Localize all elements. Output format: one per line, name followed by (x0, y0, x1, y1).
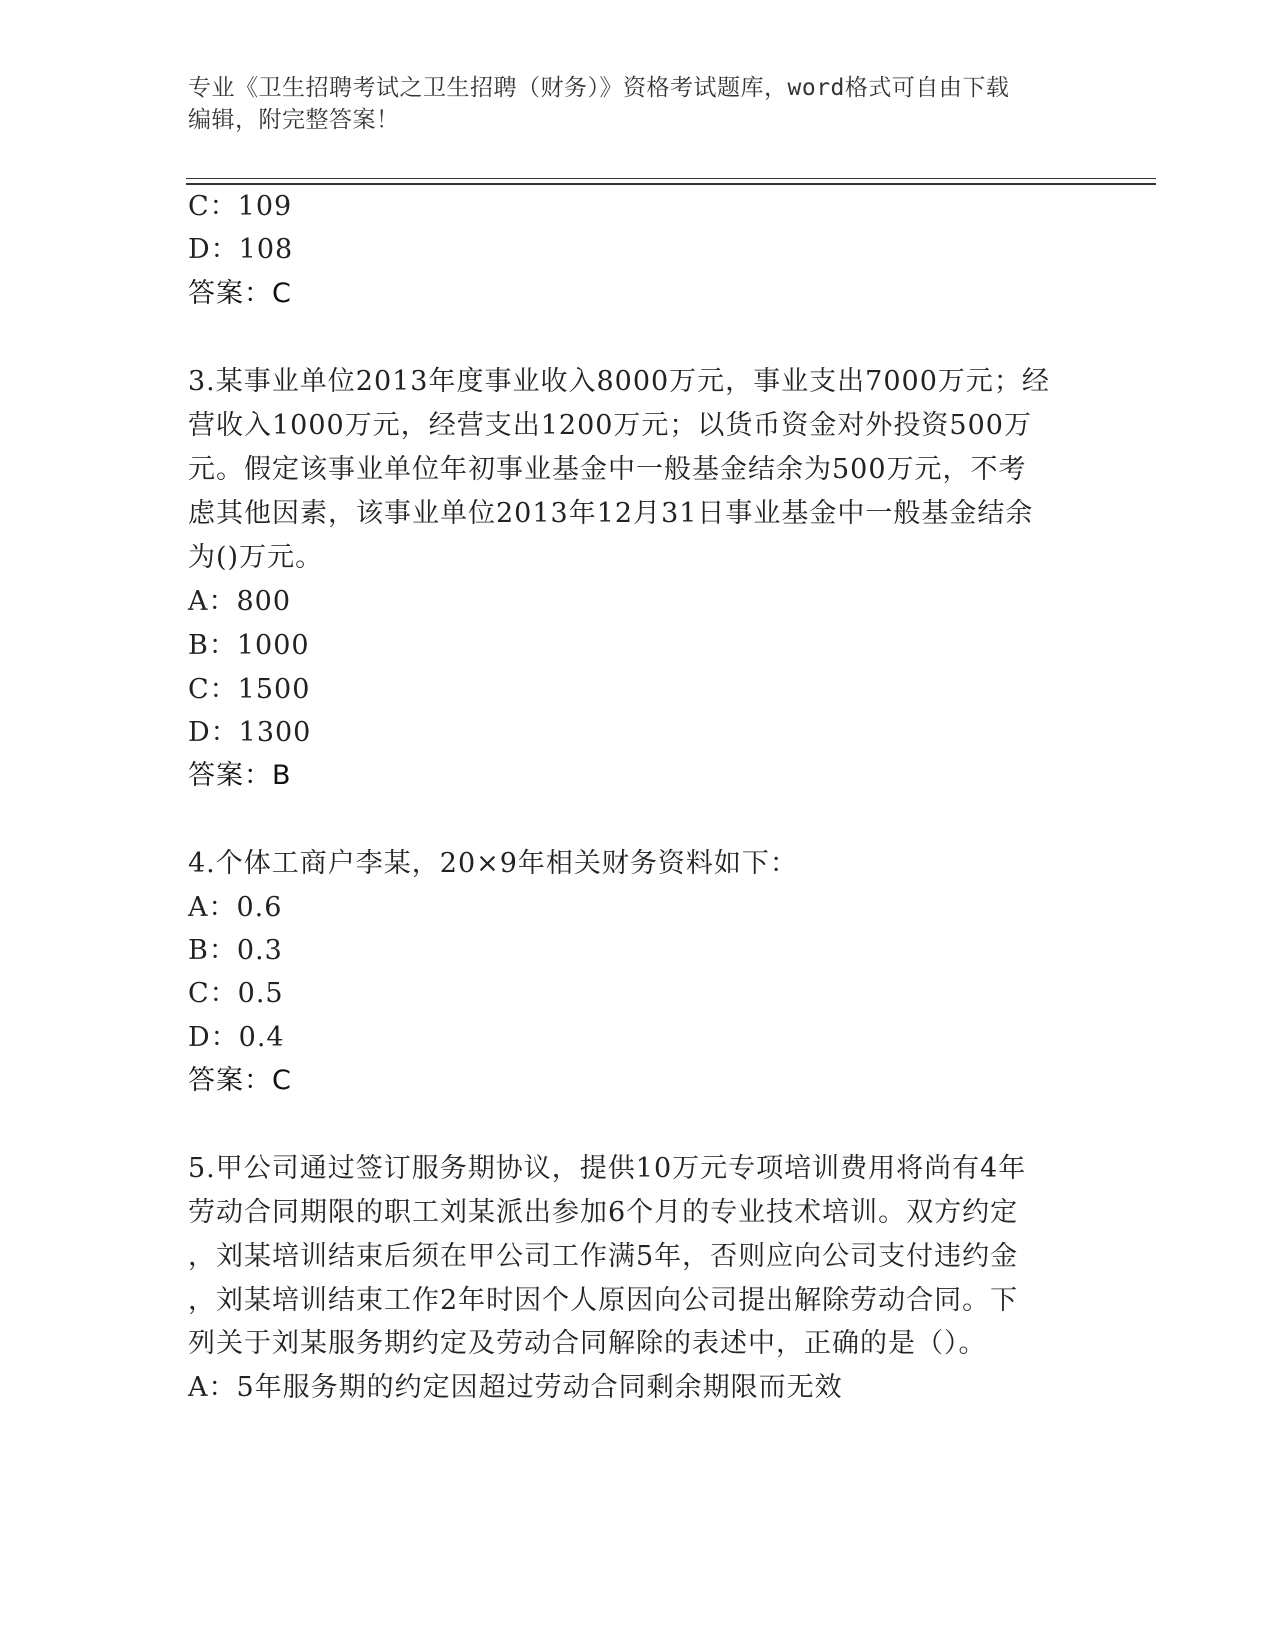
question-text-line: 3.某事业单位2013年度事业收入8000万元，事业支出7000万元；经 (188, 366, 1050, 397)
option-b: B：0.3 (188, 935, 283, 966)
option-a: A：800 (188, 586, 292, 617)
option-d: D：108 (188, 234, 294, 265)
header-divider-thick (186, 183, 1156, 185)
header-line-1: 专业《卫生招聘考试之卫生招聘（财务）》资格考试题库，word格式可自由下载 (188, 75, 1010, 101)
option-d: D：1300 (188, 717, 312, 748)
option-c: C：109 (188, 191, 293, 222)
question-text-line: 虑其他因素，该事业单位2013年12月31日事业基金中一般基金结余 (188, 498, 1034, 529)
question-text-line: 5.甲公司通过签订服务期协议，提供10万元专项培训费用将尚有4年 (188, 1153, 1027, 1184)
question-text-line: 4.个体工商户李某，20×9年相关财务资料如下： (188, 848, 798, 879)
option-d: D：0.4 (188, 1022, 285, 1053)
option-c: C：1500 (188, 674, 311, 705)
header-line-2: 编辑，附完整答案！ (188, 107, 400, 133)
question-text-line: ，刘某培训结束后须在甲公司工作满5年，否则应向公司支付违约金 (188, 1241, 1019, 1272)
answer-label: 答案：C (188, 278, 292, 309)
option-a: A：0.6 (188, 892, 283, 923)
question-text-line: ，刘某培训结束工作2年时因个人原因向公司提出解除劳动合同。下 (188, 1285, 1019, 1316)
answer-label: 答案：B (188, 760, 292, 791)
question-text-line: 元。假定该事业单位年初事业基金中一般基金结余为500万元，不考 (188, 454, 1027, 485)
question-text-line: 为()万元。 (188, 542, 324, 573)
page-header (188, 72, 1068, 136)
question-text-line: 劳动合同期限的职工刘某派出参加6个月的专业技术培训。双方约定 (188, 1197, 1019, 1228)
answer-label: 答案：C (188, 1065, 292, 1096)
option-b: B：1000 (188, 630, 310, 661)
option-a: A：5年服务期的约定因超过劳动合同剩余期限而无效 (188, 1372, 843, 1403)
header-divider (186, 178, 1156, 179)
option-c: C：0.5 (188, 978, 284, 1009)
question-text-line: 列关于刘某服务期约定及劳动合同解除的表述中，正确的是（）。 (188, 1328, 987, 1359)
question-text-line: 营收入1000万元，经营支出1200万元；以货币资金对外投资500万 (188, 410, 1032, 441)
